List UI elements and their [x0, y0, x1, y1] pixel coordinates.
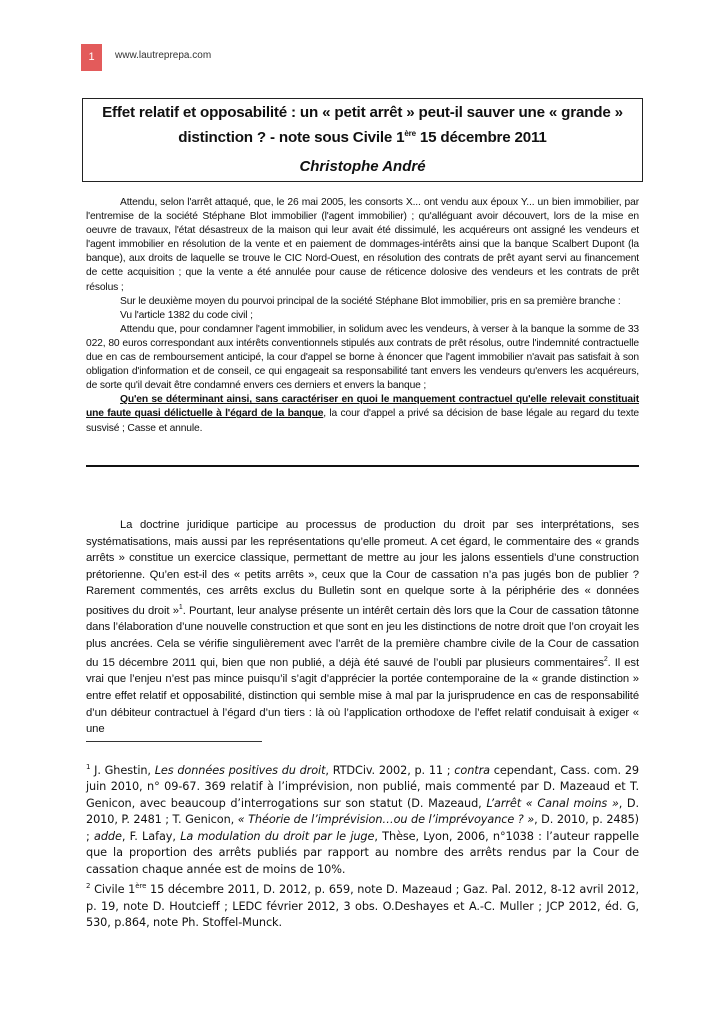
footnote-ref-2[interactable]: 2	[603, 656, 608, 664]
decision-excerpt	[86, 196, 639, 436]
footnote-ref-1[interactable]: 1	[178, 603, 183, 611]
article-title	[83, 102, 642, 148]
title-line-2: distinction ? - note sous Civile 1ère 15 décembre 2011	[178, 129, 547, 147]
footnotes	[86, 759, 639, 932]
section-divider	[86, 465, 639, 467]
decision-holding: Qu'en se déterminant ainsi, sans caractériser en quoi le manquement contractuel qu'elle relevait constituait une faute quasi délictuelle à l'égard de la banque, la cour d'appel a privé sa décision de base légale au regard du texte susvisé ; Casse et annule.	[86, 394, 639, 434]
footnote-1: $^1$ J. Ghestin, Les données positives du droit, RTDCiv. 2002, p. 11 ; contra cependant, Cass. com. 29 juin 2010, n° 09-67. 369 relatif à l’imprévision, non publié, mais commenté par D. Mazeaud et T. Genicon, avec beaucoup d’interrogations sur son statut (D. Mazeaud, L’arrêt « Canal moins », D. 2010, P. 2481 ; T. Genicon, « Théorie de l’imprévision…ou de l’imprévoyance ? », D. 2010, p. 2485) ; adde, F. Lafay, La modulation du droit par le juge, Thèse, Lyon, 2006, n°1038 : l’auteur rappelle que la proportion des arrêts publiés par rapport au nombre des arrêts rendus par la Cour de cassation chaque année est de moins de 10%.	[86, 763, 639, 876]
commentary-paragraph: La doctrine juridique participe au processus de production du droit par ses interprétations, ses systématisations, mais aussi par les représentations qu’elle promeut. A cet égard, le commentaire des « grands arrêts » constitue un exercice classique, permettant de mettre au jour les jalons essentiels d’une construction prétorienne. Qu’en est-il des « petits arrêts », ceux que la Cour de cassation n’a pas jugés bon de publier ? Rarement commentés, ces arrêts exclus du Bulletin sont en quelque sorte à la périphérie des « données positives du droit »$^1$. Pourtant, leur analyse présente un intérêt certain dès lors que la Cour de cassation tâtonne dans l’élaboration d’une nouvelle construction et que sont en jeu les distinctions de notre droit que l’on croyait les plus ancrées. Cela se vérifie singulièrement avec l’arrêt de la première chambre civile de la Cour de cassation du 15 décembre 2011 qui, bien que non publié, a déjà été sauvé de l’oubli par plusieurs commentaires$^2$. Il est vrai que l’enjeu n’est pas mince puisqu’il s’agit d’apprécier la portée contemporaine de la « grande distinction » entre effet relatif et opposabilité, distinction qui semble mise à mal par la jurisprudence en cas de responsabilité d’un débiteur contractuel à l’égard d’un tiers : là où l’application orthodoxe de l’effet relatif conduisait à exiger « une	[86, 519, 639, 736]
author-name: Christophe André	[299, 158, 426, 176]
footnote-2: $^2$ Civile 1ère 15 décembre 2011, D. 2012, p. 659, note D. Mazeaud ; Gaz. Pal. 2012, 8-12 avril 2012, p. 19, note D. Houtcieff ; LEDC février 2012, 3 obs. O.Deshayes et A.-C. Muller ; JCP 2012, éd. G, 530, p.864, note Ph. Stoffel-Munck.	[86, 882, 639, 930]
site-url[interactable]: www.lautreprepa.com	[115, 50, 212, 61]
page-number-badge: 1	[81, 44, 102, 71]
decision-paragraph: Attendu que, pour condamner l'agent immobilier, in solidum avec les vendeurs, à verser à la banque la somme de 33 022, 80 euros correspondant aux intérêts conventionnels stipulés aux contrats de prêt résolus, outre l'indemnité contractuelle due en cas de remboursement anticipé, la cour d'appel se borne à énoncer que l'agent immobilier n'avait pas satisfait à son obligation d'information et de conseil, ce qui engageait sa responsabilité tant envers les vendeurs qu'envers les acquéreurs, de sorte qu'il devait être condamné envers ces derniers et envers la banque ;	[86, 323, 639, 392]
title-line-1: Effet relatif et opposabilité : un « petit arrêt » peut-il sauver une « grande »	[102, 104, 623, 121]
title-box	[82, 98, 643, 182]
decision-paragraph: Sur le deuxième moyen du pourvoi principal de la société Stéphane Blot immobilier, pris en sa première branche :	[120, 295, 621, 307]
decision-paragraph: Attendu, selon l'arrêt attaqué, que, le 26 mai 2005, les consorts X... ont vendu aux époux Y... un bien immobilier, par l'entremise de la société Stéphane Blot immobilier (l'agent immobilier) ; qu'alléguant avoir découvert, lors de la mise en oeuvre de travaux, l'état désastreux de la maison qui leur avait été dissimulé, les acquéreurs ont assigné les vendeurs et l'agent immobilier en résolution de la vente et en paiement de dommages-intérêts ainsi que la banque Scalbert Dupont (la banque), aux droits de laquelle se trouve le CIC Nord-Ouest, en résolution des contrats de prêt ayant servi au financement de cette acquisition ; que la vente a été annulée pour cause de réticence dolosive des vendeurs et les contrats de prêt résolus ;	[86, 197, 639, 293]
decision-paragraph: Vu l'article 1382 du code civil ;	[120, 309, 253, 321]
holding-emphasis: Qu'en se déterminant ainsi, sans caractériser en quoi le manquement contractuel qu'elle relevait constituait une faute quasi délictuelle à l'égard de la banque	[86, 394, 639, 420]
footnote-separator	[86, 741, 262, 742]
